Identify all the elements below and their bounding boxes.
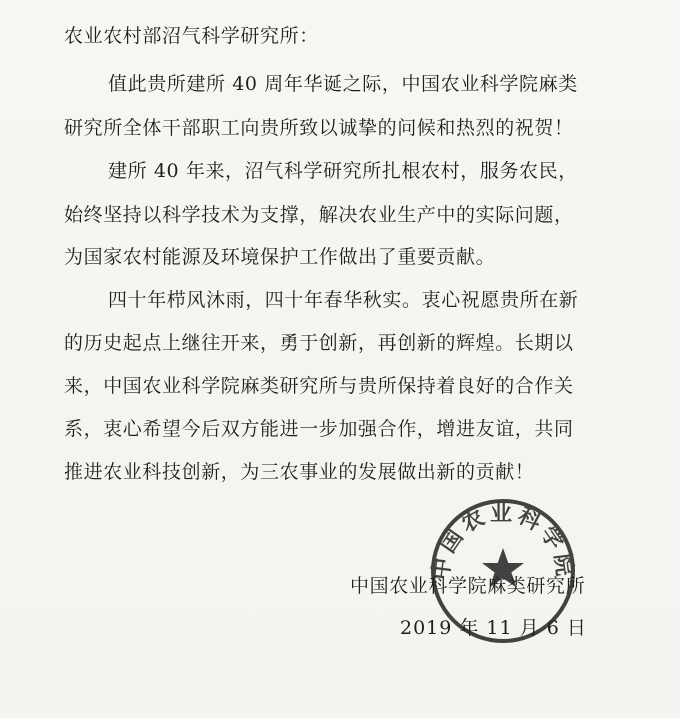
signature-date: 2019 年 11 月 6 日 [400, 617, 587, 639]
paragraph-3-line-1: 四十年栉风沐雨，四十年春华秋实。衷心祝愿贵所在新 [108, 289, 579, 311]
salutation: 农业农村部沼气科学研究所： [64, 25, 319, 47]
seal-ring-text: 中国农业科学院 [428, 501, 578, 582]
paragraph-1-line-2: 研究所全体干部职工向贵所致以诚挚的问候和热烈的祝贺！ [64, 117, 574, 139]
paragraph-3-line-3: 来，中国农业科学院麻类研究所与贵所保持着良好的合作关 [64, 375, 574, 397]
paragraph-2-line-3: 为国家农村能源及环境保护工作做出了重要贡献。 [64, 246, 496, 268]
paragraph-3-line-2: 的历史起点上继往开来，勇于创新，再创新的辉煌。长期以 [64, 332, 574, 354]
signature-organization: 中国农业科学院麻类研究所 [350, 575, 586, 597]
paragraph-3-line-4: 系，衷心希望今后双方能进一步加强合作，增进友谊，共同 [64, 418, 574, 440]
paragraph-2-line-1: 建所 40 年来，沼气科学研究所扎根农村，服务农民， [108, 160, 578, 182]
paragraph-2-line-2: 始终坚持以科学技术为支撑，解决农业生产中的实际问题， [64, 204, 574, 226]
paragraph-3-line-5: 推进农业科技创新，为三农事业的发展做出新的贡献！ [64, 461, 535, 483]
paragraph-1-line-1: 值此贵所建所 40 周年华诞之际，中国农业科学院麻类 [108, 73, 578, 95]
